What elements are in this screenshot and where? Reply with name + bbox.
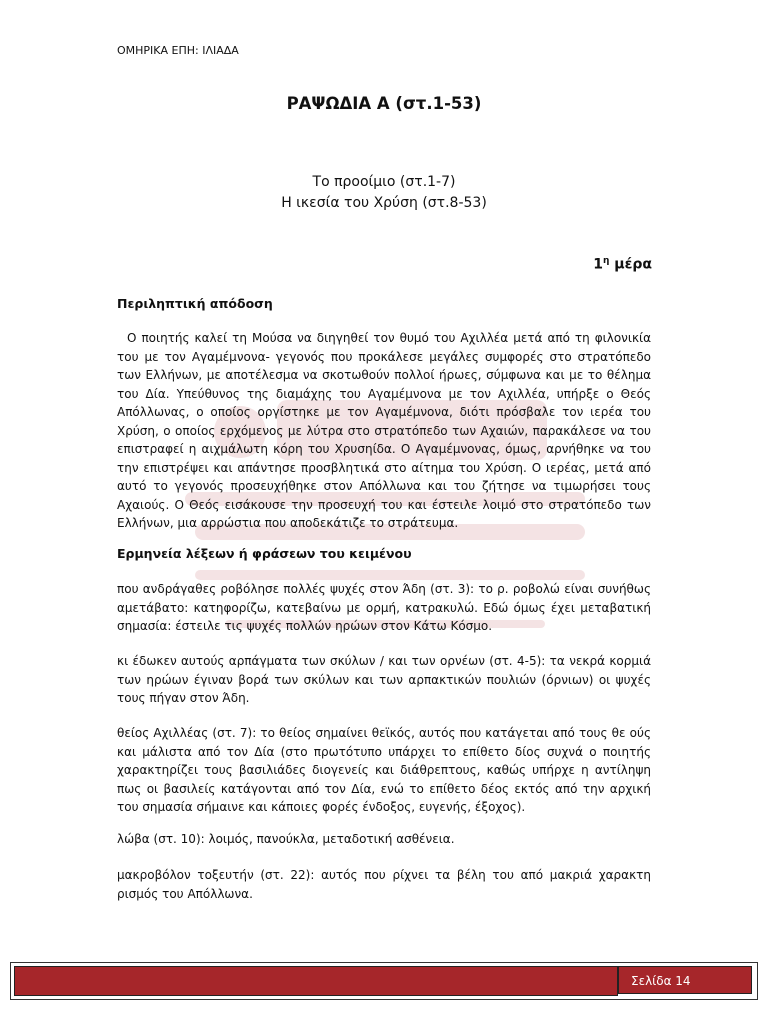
glossary-entry: λώβα (στ. 10): λοιμός, πανούκλα, μεταδοτική ασθένεια. [117,832,455,846]
running-header: ΟΜΗΡΙΚΑ ΕΠΗ: ΙΛΙΑΔΑ [117,44,239,57]
glossary-entry: κι έδωκεν αυτούς αρπάγματα των σκύλων / και των ορνέων (στ. 4-5): τα νεκρά κορμιά των ηρώων έγιναν βορά των σκύλων και των αρπακτικών πουλιών (όρνιων) οι ψυχές τους πήγαν στον Άδη. [117,654,651,705]
page-footer [10,962,758,1000]
summary-paragraph: Ο ποιητής καλεί τη Μούσα να διηγηθεί τον θυμό του Αχιλλέα μετά από τη φιλονικία του με τον Αγαμέμνονα- γεγονός που προκάλεσε μεγάλες συμφορές στο στρατόπεδο των Ελλήνων, με αποτέλεσμα να σκοτωθούν πολλοί ήρωες, σύμφωνα και με το θέλημα του Δία. Υπεύθυνος της διαμάχης του Αγαμέμνονα με τον Αχιλλέα, υπήρξε ο Θεός Απόλλωνας, ο οποίος οργίστηκε με τον Αγαμέμνονα, διότι πρόσβαλε τον ιερέα του Χρύση, ο οποίος ερχόμενος με λύτρα στο στρατόπεδο των Αχαιών, παρακάλεσε να του επιστραφεί η αιχμάλωτη κόρη του Χρυσηίδα. Ο Αγαμέμνονας, όμως, αρνήθηκε να του την επιστρέψει και απάντησε προσβλητικά στο αίτημα του Χρύση. Ο ιερέας, μετά από αυτό το γεγονός προσευχήθηκε στον Απόλλωνα και του ζήτησε να τιμωρήσει τους Αχαιούς. Ο Θεός εισάκουσε την προσευχή του και έστειλε λοιμό στο στρατόπεδο των Ελλήνων, μια αρρώστια που αποδεκάτιζε το στράτευμα. [117,331,655,530]
summary-heading: Περιληπτική απόδοση [117,296,273,311]
glossary-heading: Ερμηνεία λέξεων ή φράσεων του κειμένου [117,546,412,561]
subtitle-ikesia: Η ικεσία του Χρύση (στ.8-53) [281,195,487,211]
day-superscript: η [602,256,610,266]
page-title: ΡΑΨΩΔΙΑ Α (στ.1-53) [286,94,482,113]
glossary-entry: θείος Αχιλλέας (στ. 7): το θείος σημαίνει θεϊκός, αυτός που κατάγεται από τους θε ούς και μάλιστα από τον Δία (στο πρωτότυπο υπάρχει το επίθετο δίος συχνά ο ποιητής χαρακτηρίζει τους βασιλιάδες διογενείς και διάθρεπτους, καθώς υπήρχε η αντίληψη πως οι βασιλείς κατάγονται από τον Δία, ενώ το επίθετο δέος εκτός από την αρχική του σημασία σήμαινε και κάποιες φορές ένδοξος, ευγενής, έξοχος). [117,726,651,814]
glossary-entry: μακροβόλον τοξευτήν (στ. 22): αυτός που ρίχνει τα βέλη του από μακριά χαρακτη ρισμός του Απόλλωνα. [117,868,651,901]
day-label [593,256,652,273]
day-number: 1 [593,256,603,273]
page-number: Σελίδα 14 [618,966,752,994]
footer-bar [14,966,618,996]
subtitles [0,172,768,214]
glossary-entry: που ανδράγαθες ροβόλησε πολλές ψυχές στον Άδη (στ. 3): το ρ. ροβολώ είναι συνήθως αμετάβατο: κατηφορίζω, κατεβαίνω με ορμή, κατρακυλώ. Εδώ όμως έχει μεταβατική σημασία: έστειλε τις ψυχές πολλών ηρώων στον Κάτω Κόσμο. [117,582,651,633]
subtitle-prooimio: Το προοίμιο (στ.1-7) [312,174,456,190]
day-word: μέρα [609,256,652,273]
